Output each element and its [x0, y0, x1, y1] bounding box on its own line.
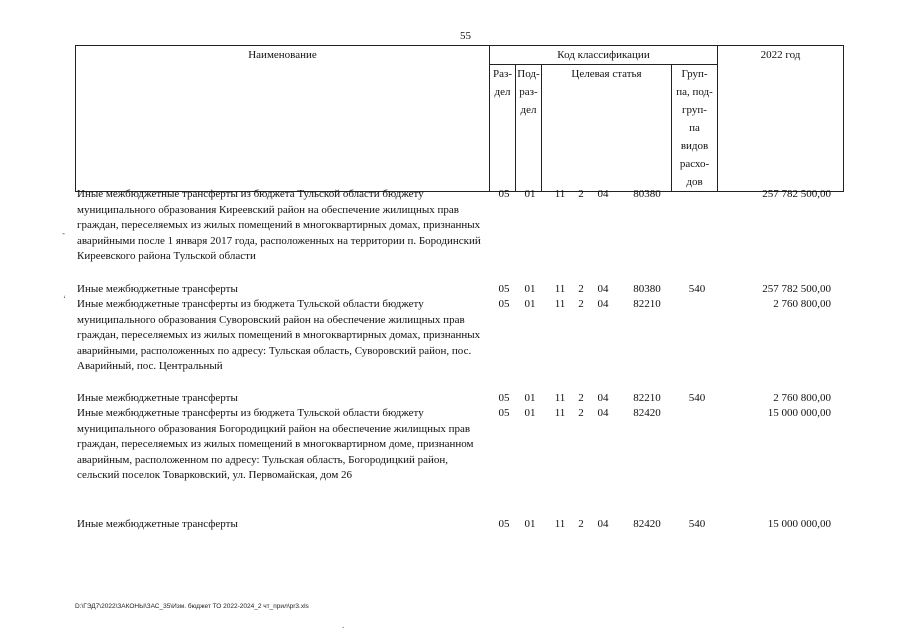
- row-vr: 540: [688, 518, 706, 530]
- header-podrazdel: [516, 65, 542, 192]
- row-amount: 15 000 000,00: [767, 407, 831, 419]
- row-razdel: 05: [498, 407, 510, 419]
- row-razdel: 05: [498, 283, 510, 295]
- row-razdel: 05: [498, 392, 510, 404]
- row-cs-event: 04: [597, 188, 609, 200]
- row-cs-subprogram: 2: [578, 392, 584, 404]
- header-gruppa-line: па, под-: [676, 86, 713, 98]
- row-name: Иные межбюджетные трансферты: [77, 392, 238, 404]
- file-path-footer: D:\ГЭД7\2022\ЗАКОНЫ\ЗАС_35\Изм. бюджет ТО 2022-2024_2 чт_прил\pr3.xls: [75, 603, 309, 610]
- header-naimenovanie: Наименование: [76, 46, 490, 192]
- row-name: Иные межбюджетные трансферты: [77, 518, 238, 530]
- row-cs-subprogram: 2: [578, 188, 584, 200]
- row-cs-program: 11: [554, 392, 566, 404]
- row-amount: 257 782 500,00: [762, 283, 831, 295]
- row-cs-direction: 82210: [633, 298, 661, 310]
- header-razdel-line: дел: [494, 86, 511, 98]
- header-podrazdel-line: дел: [520, 104, 537, 116]
- row-cs-subprogram: 2: [578, 283, 584, 295]
- row-podrazdel: 01: [524, 283, 536, 295]
- row-cs-event: 04: [597, 283, 609, 295]
- row-cs-direction: 80380: [633, 188, 661, 200]
- row-amount: 15 000 000,00: [767, 518, 831, 530]
- row-vr: 540: [688, 283, 706, 295]
- header-gruppa: [672, 65, 718, 192]
- row-cs-program: 11: [554, 188, 566, 200]
- row-cs-direction: 80380: [633, 283, 661, 295]
- row-podrazdel: 01: [524, 518, 536, 530]
- row-cs-subprogram: 2: [578, 518, 584, 530]
- row-cs-program: 11: [554, 283, 566, 295]
- table-header: [75, 45, 844, 192]
- scan-mark: -: [62, 228, 65, 238]
- header-gruppa-line: па: [689, 122, 700, 134]
- header-celevaya: Целевая статья: [542, 65, 672, 192]
- row-cs-direction: 82420: [633, 407, 661, 419]
- row-cs-subprogram: 2: [578, 407, 584, 419]
- row-cs-program: 11: [554, 518, 566, 530]
- row-cs-direction: 82420: [633, 518, 661, 530]
- row-vr: 540: [688, 392, 706, 404]
- row-name: Иные межбюджетные трансферты из бюджета Тульской области бюджету муниципального образования Богородицкий район на обеспечение жилищных прав граждан, переселяемых из жилых помещений в многоквартирном доме, признанном аварийным, расположенном по адресу: Тульская область, Богородицкий район, сельский поселок Товарковский, ул. Первомайская, дом 26: [77, 407, 474, 482]
- row-cs-program: 11: [554, 407, 566, 419]
- header-podrazdel-line: Под-: [517, 68, 540, 80]
- header-gruppa-line: Груп-: [681, 68, 708, 80]
- row-razdel: 05: [498, 298, 510, 310]
- row-amount: 2 760 800,00: [773, 392, 831, 404]
- row-name: Иные межбюджетные трансферты: [77, 283, 238, 295]
- row-cs-event: 04: [597, 407, 609, 419]
- row-cs-program: 11: [554, 298, 566, 310]
- row-cs-direction: 82210: [633, 392, 661, 404]
- page-number: 55: [460, 30, 471, 42]
- header-razdel-line: Раз-: [492, 68, 512, 80]
- row-name: Иные межбюджетные трансферты из бюджета Тульской области бюджету муниципального образования Киреевский район на обеспечение жилищных прав граждан, переселяемых из жилых помещений в многоквартирных домах, признанных аварийными после 1 января 2017 года, расположенных на территории п. Бородинский Киреевского района Тульской области: [77, 188, 481, 263]
- header-year: 2022 год: [718, 46, 844, 192]
- row-name: Иные межбюджетные трансферты из бюджета Тульской области бюджету муниципального образования Суворовский район на обеспечение жилищных прав граждан, переселяемых из жилых помещений в многоквартирных домах, признанных аварийными, расположенных по адресу: Тульская область, Суворовский район, пос. Аварийный, пос. Центральный: [77, 298, 481, 373]
- row-razdel: 05: [498, 518, 510, 530]
- header-gruppa-line: расхо-: [679, 158, 710, 170]
- header-gruppa-line: груп-: [682, 104, 707, 116]
- row-podrazdel: 01: [524, 407, 536, 419]
- row-podrazdel: 01: [524, 188, 536, 200]
- header-gruppa-line: видов: [680, 140, 709, 152]
- header-podrazdel-line: раз-: [519, 86, 538, 98]
- row-cs-event: 04: [597, 392, 609, 404]
- row-razdel: 05: [498, 188, 510, 200]
- header-kod: Код классификации: [490, 46, 718, 65]
- scan-mark: .: [342, 620, 345, 630]
- header-gruppa-line: дов: [686, 176, 703, 188]
- header-razdel: [490, 65, 516, 192]
- row-cs-event: 04: [597, 298, 609, 310]
- row-podrazdel: 01: [524, 298, 536, 310]
- row-cs-subprogram: 2: [578, 298, 584, 310]
- row-amount: 257 782 500,00: [762, 188, 831, 200]
- row-amount: 2 760 800,00: [773, 298, 831, 310]
- row-podrazdel: 01: [524, 392, 536, 404]
- row-cs-event: 04: [597, 518, 609, 530]
- scan-mark: ‘: [63, 294, 66, 304]
